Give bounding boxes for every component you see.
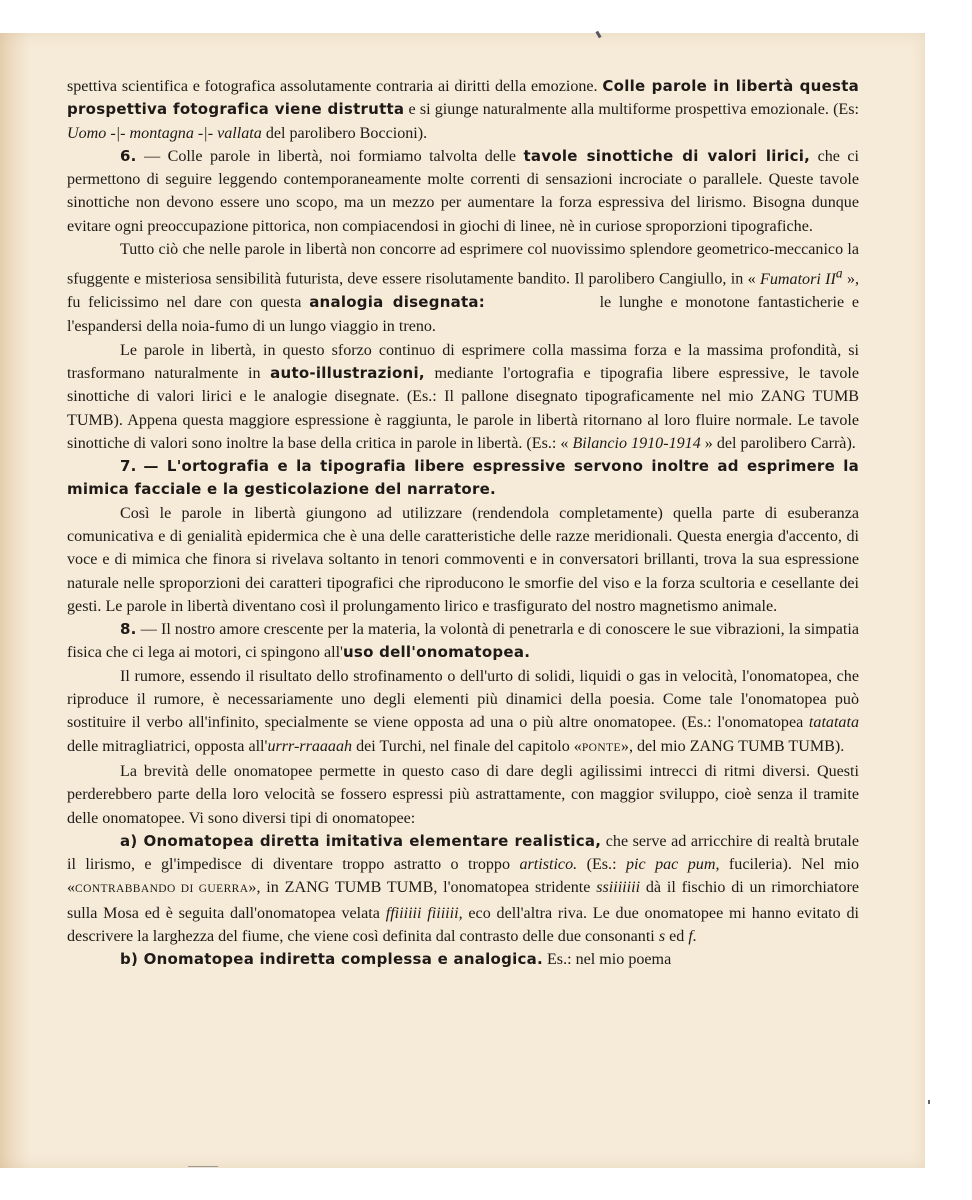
text: », in ZANG TUMB TUMB, l'onomatopea stridente (248, 879, 591, 897)
section-number: 8. (120, 620, 137, 639)
paper-mark (188, 1166, 218, 1167)
text: dei Turchi, nel finale del capitolo « (356, 737, 582, 755)
text: (Es.: (586, 856, 617, 874)
bold-text: tavole sinottiche di valori lirici, (523, 146, 811, 165)
paragraph-onomatopea-a (67, 830, 859, 948)
bold-text: — L'ortografia e la tipografia libere espressive servono inoltre ad esprimere la mimica facciale e la gesticolazione del narratore. (67, 457, 859, 499)
italic-text: artistico. (519, 856, 578, 874)
paragraph-rumore (67, 665, 859, 760)
section-number: 6. (120, 146, 137, 165)
title-text: Fumatori II (760, 270, 836, 288)
text: — Colle parole in libertà, noi formiamo talvolta delle (144, 147, 517, 165)
paragraph-prospettiva (67, 75, 859, 145)
text: le lunghe e monotone fantasticherie e l'espandersi della noia-fumo di un lungo viaggio in treno. (67, 294, 860, 336)
paragraph-6 (67, 145, 859, 238)
text: mediante l'ortografia e tipografia libere espressive, le tavole sinottiche di valori lirici e le analogie disegnate. (Es.: Il pallone disegnato tipograficamente nel mio ZANG TUMB TUMB). Appena questa maggiore espressione è raggiunta, le parole in libertà ritornano al loro fluire normale. Le tavole sinottiche di valori sono inoltre la base della critica in parole in libertà. (Es.: « (67, 364, 859, 452)
text: spettiva scientifica e fotografica assolutamente contraria ai diritti della emozione. (67, 78, 598, 95)
small-caps-text: PONTE (581, 741, 621, 754)
italic-text: s (658, 928, 666, 946)
text: » del parolibero Carrà). (704, 434, 856, 452)
text: Così le parole in libertà giungono ad utilizzare (rendendola completamente) quella parte di esuberanza comunicativa e di genialità epidermica che è una delle caratteristiche delle razze meridionali. Questa energia d'accento, di voce e di mimica che finora si rivelava soltanto in tenori commoventi e in conversatori brillanti, trova la sua espressione naturale nelle sproporzioni dei caratteri tipografici che riproducono le smorfie del viso e la forza scultoria e cesellante dei gesti. Le parole in libertà diventano così il prolungamento lirico e trasfigurato del nostro magnetismo animale. (67, 504, 859, 615)
text: », fu felicissimo nel dare con questa (67, 270, 860, 312)
italic-text: Bilancio 1910-1914 (572, 434, 701, 452)
text: delle mitragliatrici, opposta all' (67, 737, 268, 755)
bold-text: uso dell'onomatopea. (342, 643, 531, 662)
paragraph-8 (67, 618, 859, 665)
paragraph-auto-illustrazioni (67, 339, 859, 455)
text: Le parole in libertà, in questo sforzo continuo di esprimere colla massima forza e la massima profondità, si trasformano naturalmente in (67, 341, 859, 382)
text: che ci permettono di seguire leggendo contemporaneamente molte correnti di sensazioni incrociate o parallele. Queste tavole sinottiche non devono essere uno scopo, ma un mezzo per aumentare la forza espressiva del lirismo. Bisogna dunque evitare ogni preoccupazione pittorica, non compiacendosi in giochi di linee, nè in curiose sproporzioni tipografiche. (67, 147, 859, 235)
italic-text: f. (688, 928, 697, 946)
bold-text: auto-illustrazioni, (270, 363, 425, 382)
small-caps-text: CONTRABBANDO DI GUERRA (75, 883, 249, 896)
paragraph-mimica (67, 502, 859, 618)
text: e si giunge naturalmente alla multiforme prospettiva emozionale. (Es: (408, 101, 859, 119)
italic-text: urrr-rraaaah (267, 737, 353, 755)
italic-text: Uomo -|- montagna -|- vallata (67, 124, 262, 142)
paper-speck (928, 1100, 930, 1104)
bold-text: Colle parole in libertà questa prospettiva fotografica viene distrutta (67, 77, 859, 119)
text: Tutto ciò che nelle parole in libertà non concorre ad esprimere col nuovissimo splendore geometrico-meccanico la sfuggente e misteriosa sensibilità futurista, deve essere risolutamente bandito. Il parolibero Cangiullo, in « (67, 241, 859, 288)
paragraph-brevita (67, 760, 859, 830)
superscript: a (835, 265, 843, 281)
text: La brevità delle onomatopee permette in questo caso di dare degli agilissimi intrecci di ritmi diversi. Questi perderebbero parte della loro velocità se fossero espressi più astrattamente, con maggior sviluppo, cioè senza il tramite delle onomatopee. Vi sono diversi tipi di onomatopee: (67, 762, 859, 827)
text: del parolibero Boccioni). (265, 124, 428, 142)
paragraph-7 (67, 455, 859, 502)
fumare-drawn-analogy (515, 292, 578, 315)
text: », del mio ZANG TUMB TUMB). (620, 737, 845, 755)
bold-text: a) Onomatopea diretta imitativa elementare realistica, (120, 831, 602, 850)
document-body (67, 75, 859, 972)
section-number: 7. (120, 457, 137, 476)
text: Es.: nel mio poema (546, 951, 672, 969)
text: Il rumore, essendo il risultato dello strofinamento o dell'urto di solidi, liquidi o gas in velocità, l'onomatopea, che riproduce il rumore, è necessariamente uno degli elementi più dinamici della poesia. Come tale l'onomatopea può sostituire il verbo all'infinito, specialmente se viene opposta ad una o più altre onomatopee. (Es.: l'onomatopea (67, 667, 859, 732)
italic-text (760, 265, 843, 288)
italic-text: ffiiiiii fiiiiii, (385, 904, 463, 922)
paragraph-onomatopea-b (67, 948, 859, 971)
text: che serve ad arricchire di realtà brutale il lirismo, e gl'impedisce di diventare troppo astratto o troppo (67, 832, 859, 874)
italic-text: pic pac pum, (625, 856, 720, 874)
text: dà il fischio di un rimorchiatore sulla Mosa ed è seguita dall'onomatopea velata (67, 879, 859, 922)
text: fucileria). Nel mio « (67, 856, 860, 897)
italic-text: ssiiiiiii (596, 879, 641, 897)
text: eco dell'altra riva. Le due onomatopee mi hanno evitato di descrivere la larghezza del fiume, che viene così definita dal contrasto delle due consonanti (67, 904, 859, 946)
text: — Il nostro amore crescente per la materia, la volontà di penetrarla e di conoscere le sue vibrazioni, la simpatia fisica che ci lega ai motori, ci spingono all' (67, 621, 859, 662)
bold-text: analogia disegnata: (309, 293, 486, 312)
italic-text: tatatata (808, 714, 859, 732)
paragraph-cangiullo (67, 238, 859, 339)
bold-text: b) Onomatopea indiretta complessa e analogica. (120, 950, 543, 969)
text: ed (669, 928, 685, 946)
